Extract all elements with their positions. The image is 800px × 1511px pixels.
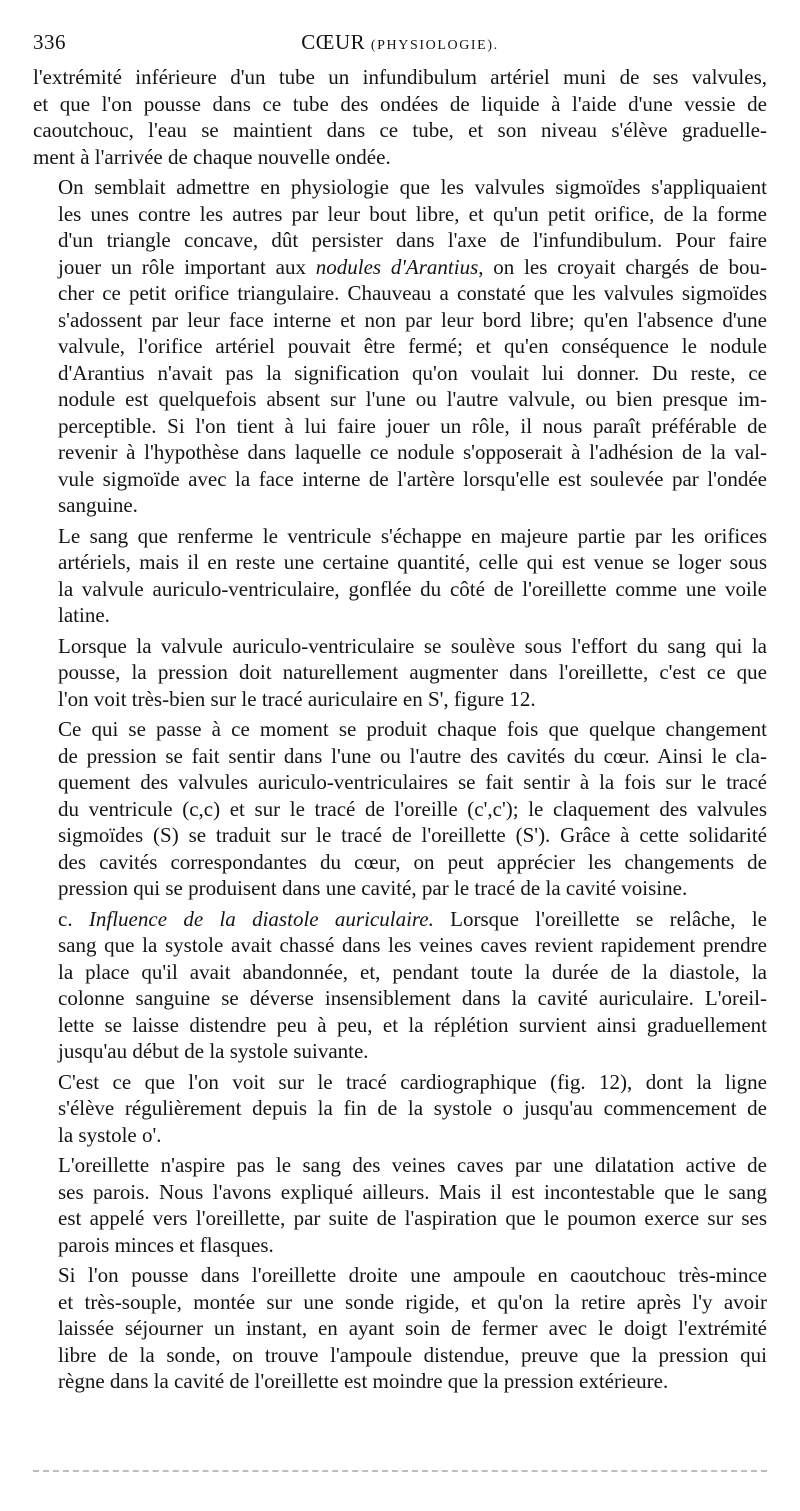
text-line: ses parois. Nous l'avons expliqué ailleurs. Mais il est incontestable que le sang (58, 1179, 767, 1204)
text-line: L'oreillette n'aspire pas le sang des veines caves par une dilatation active de (58, 1153, 767, 1177)
footer-rule (33, 1470, 767, 1472)
text-line: caoutchouc, l'eau se maintient dans ce tube, et son niveau s'élève graduelle- (33, 118, 767, 142)
text-line: pression qui se produisent dans une cavité, par le tracé de la cavité voisine. (58, 876, 688, 900)
paragraph (33, 64, 767, 170)
text-line: revenir à l'hypothèse dans laquelle ce nodule s'opposerait à l'adhésion de la val- (58, 440, 767, 464)
paragraph (33, 523, 767, 629)
text-line: la place qu'il avait abandonnée, et, pendant toute la durée de la diastole, la (58, 959, 767, 984)
paragraph (33, 633, 767, 713)
text-line: libre de la sonde, on trouve l'ampoule distendue, preuve que la pression qui (58, 1342, 767, 1367)
section-heading: Influence de la diastole auriculaire. (88, 906, 434, 931)
text-line: sang que la systole avait chassé dans les veines caves revient rapidement prendre (58, 933, 767, 957)
text-line: laissée séjourner un instant, en ayant soin de fermer avec le doigt l'extrémité (58, 1316, 767, 1340)
text-line: jusqu'au début de la systole suivante. (58, 1039, 369, 1063)
text-line: sigmoïdes (S) se traduit sur le tracé de l'oreillette (S'). Grâce à cette solidarité (58, 823, 767, 847)
text-line: On semblait admettre en physiologie que les valvules sigmoïdes s'appliquaient (58, 175, 767, 199)
text-line: et très-souple, montée sur une sonde rigide, et qu'on la retire après l'y avoir (58, 1289, 767, 1314)
text-line: sanguine. (58, 493, 138, 517)
text-line: latine. (58, 603, 110, 627)
running-title-main: CŒUR (301, 30, 366, 54)
text-line: lette se laisse distendre peu à peu, et la réplétion survient ainsi graduellement (58, 1012, 767, 1037)
text-segment: Lorsque l'oreillette se relâche, le (433, 906, 767, 931)
paragraph (33, 174, 767, 519)
text-line: la systole o'. (58, 1122, 162, 1147)
text-line: s'adossent par leur face interne et non par leur bord libre; qu'en l'absence d'une (58, 307, 767, 332)
text-segment: jouer un rôle important aux (58, 254, 316, 279)
emphasis-nodules-arantius: nodules d'Arantius (315, 254, 479, 279)
text-line: quement des valvules auriculo-ventriculaires se fait sentir à la fois sur le tracé (58, 770, 767, 794)
text-line: cher ce petit orifice triangulaire. Chauveau a constaté que les valvules sigmoïdes (58, 281, 767, 305)
text-line: des cavités correspondantes du cœur, on peut apprécier les changements de (58, 849, 767, 874)
text-line: Le sang que renferme le ventricule s'échappe en majeure partie par les orifices (58, 523, 767, 548)
text-line: pousse, la pression doit naturellement augmenter dans l'oreillette, c'est ce que (58, 660, 767, 684)
section-letter: c. (58, 906, 89, 931)
text-line: du ventricule (c,c) et sur le tracé de l'oreille (c',c'); le claquement des valvules (58, 796, 767, 821)
text-line: l'on voit très-bien sur le tracé auriculaire en S', figure 12. (58, 686, 536, 711)
text-line: d'Arantius n'avait pas la signification qu'on voulait lui donner. Du reste, ce (58, 360, 767, 385)
text-line: valvule, l'orifice artériel pouvait être fermé; et qu'en conséquence le nodule (58, 334, 767, 358)
text-line: et que l'on pousse dans ce tube des ondées de liquide à l'aide d'une vessie de (33, 91, 767, 116)
paragraph (33, 906, 767, 1065)
body-text (33, 64, 767, 1395)
text-line: ment à l'arrivée de chaque nouvelle ondée. (33, 144, 391, 169)
paragraph (33, 716, 767, 902)
text-line (33, 906, 767, 933)
running-title (33, 30, 767, 55)
text-line: d'un triangle concave, dût persister dans l'axe de l'infundibulum. Pour faire (58, 228, 767, 252)
text-line: Ce qui se passe à ce moment se produit chaque fois que quelque changement (58, 717, 767, 741)
running-title-sub: (PHYSIOLOGIE). (370, 38, 499, 53)
text-line: parois minces et flasques. (58, 1232, 274, 1257)
text-line: nodule est quelquefois absent sur l'une ou l'autre valvule, ou bien presque im- (58, 387, 767, 411)
text-line (33, 254, 767, 281)
text-line: de pression se fait sentir dans l'une ou l'autre des cavités du cœur. Ainsi le cla- (58, 743, 767, 768)
text-line: la valvule auriculo-ventriculaire, gonflée du côté de l'oreillette comme une voile (58, 576, 767, 601)
text-line: vule sigmoïde avec la face interne de l'artère lorsqu'elle est soulevée par l'ondée (58, 466, 767, 491)
text-line: est appelé vers l'oreillette, par suite de l'aspiration que le poumon exerce sur ses (58, 1206, 767, 1230)
page-number: 336 (33, 30, 66, 54)
text-line: Lorsque la valvule auriculo-ventriculaire se soulève sous l'effort du sang qui la (58, 633, 767, 658)
paragraph (33, 1069, 767, 1149)
text-line: Si l'on pousse dans l'oreillette droite une ampoule en caoutchouc très-mince (58, 1263, 767, 1287)
text-line: C'est ce que l'on voit sur le tracé cardiographique (fig. 12), dont la ligne (58, 1069, 767, 1094)
text-line: l'extrémité inférieure d'un tube un infundibulum artériel muni de ses valvules, (33, 65, 767, 89)
text-line: règne dans la cavité de l'oreillette est moindre que la pression extérieure. (58, 1369, 669, 1393)
text-line: s'élève régulièrement depuis la fin de la systole o jusqu'au commencement de (58, 1096, 767, 1120)
running-header (33, 30, 767, 60)
text-line: perceptible. Si l'on tient à lui faire jouer un rôle, il nous paraît préférable de (58, 413, 767, 438)
paragraph (33, 1262, 767, 1395)
text-line: artériels, mais il en reste une certaine quantité, celle qui est venue se loger sous (58, 550, 767, 574)
paragraph (33, 1152, 767, 1258)
text-line: les unes contre les autres par leur bout libre, et qu'un petit orifice, de la forme (58, 201, 767, 226)
text-line: colonne sanguine se déverse insensiblement dans la cavité auriculaire. L'oreil- (58, 986, 767, 1010)
text-segment: , on les croyait chargés de bou- (478, 254, 767, 279)
